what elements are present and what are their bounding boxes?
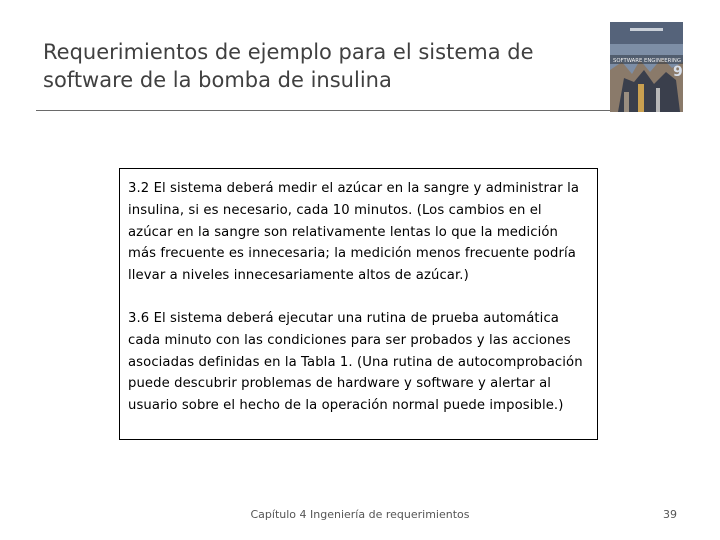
book-cover-edition: 9 (673, 64, 683, 80)
book-cover-title: SOFTWARE ENGINEERING (613, 58, 681, 64)
requirements-box (119, 168, 598, 440)
requirement-3-6: 3.6 El sistema deberá ejecutar una rutina de prueba automática cada minuto con las condiciones para ser probados y las acciones asociadas definidas en la Tabla 1. (Una rutina de autocomprobación puede descubrir problemas de hardware y software y alertar al usuario sobre el hecho de la operación normal puede imposible.) (128, 310, 583, 414)
slide-title: Requerimientos de ejemplo para el sistema de software de la bomba de insulina (43, 40, 534, 92)
requirement-3-2: 3.2 El sistema deberá medir el azúcar en la sangre y administrar la insulina, si es necesario, cada 10 minutos. (Los cambios en el azúcar en la sangre son relativamente lentas lo que la medición más frecuente es innecesaria; la medición menos frecuente podría llevar a niveles innecesariamente altos de azúcar.) (128, 181, 580, 284)
footer-chapter-label: Capítulo 4 Ingeniería de requerimientos (250, 508, 470, 521)
book-cover-illustration (610, 22, 683, 112)
title-divider (36, 110, 610, 111)
book-cover-image (610, 22, 683, 112)
page-number: 39 (663, 508, 677, 521)
